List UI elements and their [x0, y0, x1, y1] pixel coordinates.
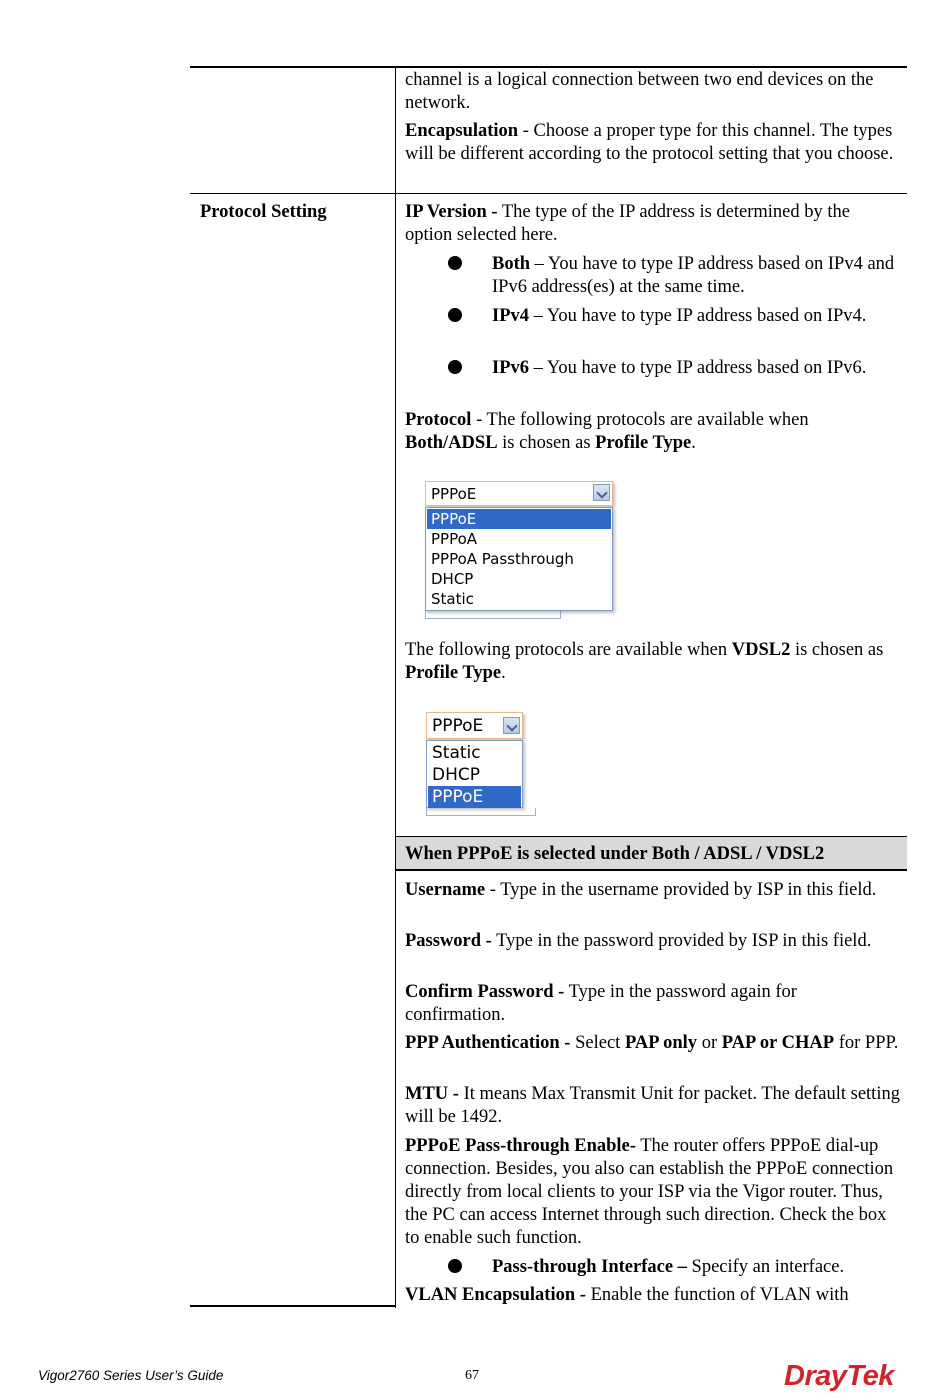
- username-description: Username - Type in the username provided by ISP in this field.: [405, 880, 877, 900]
- column-divider: [395, 66, 396, 1308]
- option-pppoe[interactable]: PPPoE: [428, 786, 521, 808]
- pppoe-section-title: When PPPoE is selected under Both / ADSL / VDSL2: [405, 844, 825, 864]
- dropdown-backdrop: [426, 808, 536, 816]
- option-static[interactable]: Static: [432, 743, 481, 763]
- ppp-authentication-description: PPP Authentication - Select PAP only or PAP or CHAP for PPP.: [405, 1033, 899, 1053]
- vdsl-description: The following protocols are available when VDSL2 is chosen as Profile Type.: [405, 640, 884, 683]
- logo-tek: Tek: [846, 1360, 894, 1392]
- encapsulation-description: Encapsulation - Choose a proper type for this channel. The types will be different according to the protocol setting that you choose.: [405, 121, 894, 164]
- option-pppoa-passthrough[interactable]: PPPoA Passthrough: [431, 550, 574, 568]
- guide-title: Vigor2760 Series User’s Guide: [38, 1368, 224, 1383]
- passthrough-description: PPPoE Pass-through Enable- The router offers PPPoE dial-up connection. Besides, you also can establish the PPPoE connection directly from local clients to your ISP via the Vigor router. Thus, the PC can access Internet through such direction. Check the box to enable such function.: [405, 1136, 894, 1248]
- passthrough-interface-description: Pass-through Interface – Specify an interface.: [492, 1257, 845, 1277]
- protocol-select-value: PPPoE: [432, 716, 484, 736]
- ip-version-description: IP Version - The type of the IP address is determined by the option selected here.: [405, 202, 850, 245]
- vlan-encapsulation-description: VLAN Encapsulation - Enable the function of VLAN with: [405, 1285, 849, 1305]
- option-dhcp[interactable]: DHCP: [432, 765, 480, 785]
- bullet-icon: [448, 1259, 462, 1273]
- confirm-password-description: Confirm Password - Type in the password again for confirmation.: [405, 982, 797, 1025]
- protocol-options-list: [426, 740, 523, 808]
- password-description: Password - Type in the password provided by ISP in this field.: [405, 931, 872, 951]
- bullet-ipv4: IPv4 – You have to type IP address based on IPv4.: [492, 306, 867, 326]
- protocol-options-list: [425, 507, 613, 611]
- bullet-icon: [448, 360, 462, 374]
- option-dhcp[interactable]: DHCP: [431, 570, 474, 588]
- table-bottom-border-left: [190, 1305, 396, 1307]
- channel-description: channel is a logical connection between two end devices on the network.: [405, 70, 874, 113]
- option-static[interactable]: Static: [431, 590, 474, 608]
- table-top-border: [190, 66, 907, 68]
- protocol-dropdown-vdsl[interactable]: [426, 712, 546, 822]
- mtu-description: MTU - It means Max Transmit Unit for packet. The default setting will be 1492.: [405, 1084, 900, 1127]
- logo-dray: Dray: [784, 1360, 847, 1392]
- pppoe-section-header: [396, 836, 907, 871]
- chevron-down-icon[interactable]: [593, 484, 610, 501]
- protocol-setting-label: Protocol Setting: [200, 202, 327, 222]
- bullet-ipv6: IPv6 – You have to type IP address based on IPv6.: [492, 358, 867, 378]
- page-number: 67: [465, 1368, 479, 1383]
- bullet-icon: [448, 256, 462, 270]
- draytek-logo: [784, 1360, 894, 1393]
- chevron-down-icon[interactable]: [503, 717, 520, 734]
- bullet-icon: [448, 308, 462, 322]
- encapsulation-term: Encapsulation: [405, 121, 519, 141]
- option-pppoe[interactable]: PPPoE: [427, 509, 611, 529]
- option-pppoa[interactable]: PPPoA: [431, 530, 478, 548]
- row-divider: [190, 193, 907, 194]
- bullet-both: Both – You have to type IP address based on IPv4 and IPv6 address(es) at the same time.: [492, 254, 895, 297]
- protocol-select-adsl[interactable]: [425, 481, 613, 506]
- protocol-select-value: PPPoE: [431, 485, 477, 503]
- protocol-dropdown-adsl[interactable]: [425, 481, 615, 621]
- protocol-select-vdsl[interactable]: [426, 712, 523, 739]
- protocol-description: Protocol - The following protocols are available when Both/ADSL is chosen as Profile Type.: [405, 410, 809, 453]
